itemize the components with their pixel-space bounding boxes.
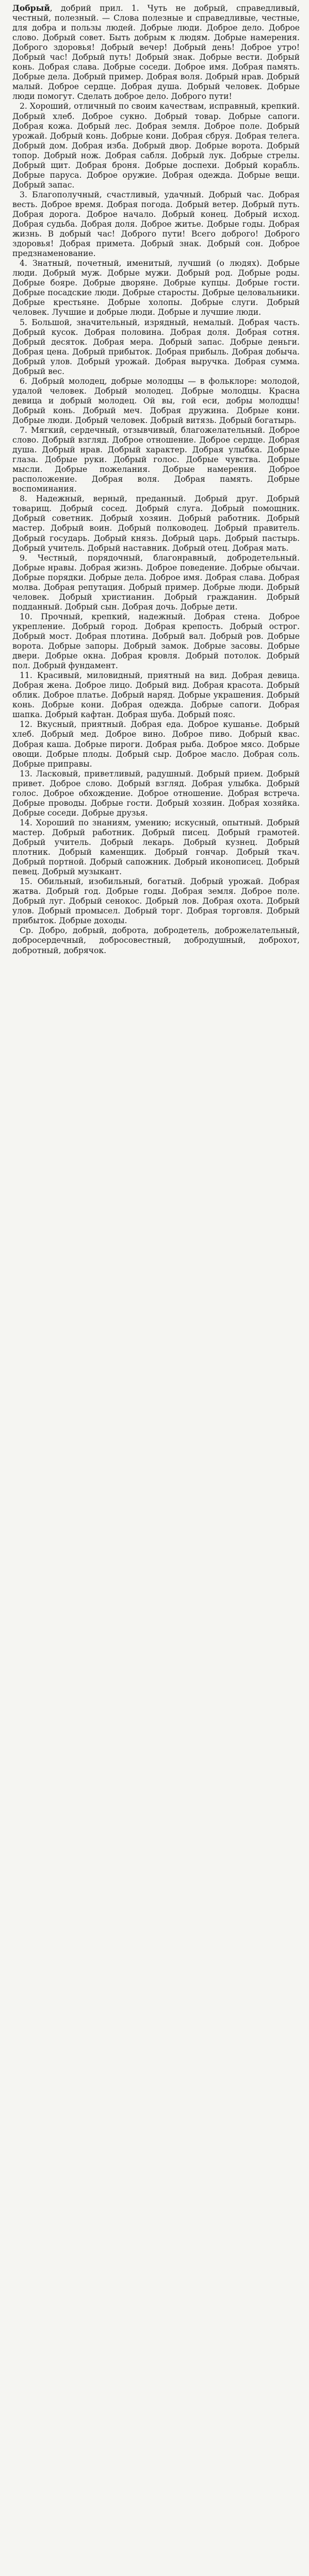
entry-paragraph-7: 7. Мягкий, сердечный, отзывчивый, благожелательный. Доброе слово. Добрый взгляд. Доброе отношение. Доброе сердце. Добрая душа. Добрый нрав. Добрый характер. Добрая улыбка. Добрые глаза. Добрые руки. Добрый голос. Добрые чувства. Добрые мысли. Добрые пожелания. Добрые намерения. Доброе расположение. Добрая воля. Добрая память. Добрые воспоминания. <box>12 426 300 494</box>
headword: Добрый <box>12 3 50 13</box>
entry-paragraph-15: 15. Обильный, изобильный, богатый. Добрый урожай. Добрая жатва. Добрый год. Добрые годы. Добрая земля. Доброе поле. Добрый луг. Добрый сенокос. Добрый лов. Добрая охота. Добрый улов. Добрый промысел. Добрый торг. Добрая торговля. Добрый прибыток. Добрые доходы. <box>12 877 300 926</box>
entry-paragraph-10: 10. Прочный, крепкий, надежный. Добрая стена. Доброе укрепление. Добрый город. Добрая крепость. Добрый острог. Добрый мост. Добрая плотина. Добрый вал. Добрый ров. Добрые ворота. Добрые запоры. Добрый замок. Добрые засовы. Добрые двери. Добрые окна. Добрая кровля. Добрый потолок. Добрый пол. Добрый фундамент. <box>12 612 300 671</box>
entry-paragraph-11: 11. Красивый, миловидный, приятный на вид. Добрая девица. Добрая жена. Доброе лицо. Добрый вид. Добрая красота. Добрый облик. Доброе платье. Добрый наряд. Добрые украшения. Добрый конь. Добрые кони. Добрая одежда. Добрые сапоги. Добрая шапка. Добрый кафтан. Добрая шуба. Добрый пояс. <box>12 671 300 720</box>
entry-paragraph-4: 4. Знатный, почетный, именитый, лучший (о людях). Добрые люди. Добрый муж. Добрые мужи. Добрый род. Добрые роды. Добрые бояре. Добрые дворяне. Добрые купцы. Добрые гости. Добрые посадские люди. Добрые старосты. Добрые целовальники. Добрые крестьяне. Добрые холопы. Добрые слуги. Добрый человек. Лучшие и добрые люди. Добрые и лучшие люди. <box>12 259 300 317</box>
entry-paragraph-1: Добрый, добрий прил. 1. Чуть не добрый, справедливый, честный, полезный. — Слова полезные и справедливые, честные, для добра и пользы людей. Добрые люди. Доброе дело. Доброе слово. Добрый совет. Быть добрым к людям. Добрые намерения. Доброго здоровья! Добрый вечер! Добрый день! Доброе утро! Добрый час! Добрый путь! Добрый знак. Добрые вести. Добрый конь. Добрая слава. Добрые соседи. Доброе имя. Добрая память. Добрые дела. Добрый пример. Добрая воля. Добрый нрав. Добрый малый. Доброе сердце. Добрая душа. Добрый человек. Добрые люди помогут. Сделать доброе дело. Доброго пути! <box>12 3 300 101</box>
entry-paragraph-9: 9. Честный, порядочный, благонравный, добродетельный. Добрые нравы. Добрая жизнь. Доброе поведение. Добрые обычаи. Добрые порядки. Добрые дела. Доброе имя. Добрая слава. Добрая молва. Добрая репутация. Добрый пример. Добрые люди. Добрый человек. Добрый христианин. Добрый гражданин. Добрый подданный. Добрый сын. Добрая дочь. Добрые дети. <box>12 553 300 612</box>
entry-paragraph-3: 3. Благополучный, счастливый, удачный. Добрый час. Добрая весть. Доброе время. Добрая погода. Добрый ветер. Добрый путь. Добрая дорога. Доброе начало. Добрый конец. Добрый исход. Добрая судьба. Добрая доля. Доброе житье. Добрые годы. Добрая жизнь. В добрый час! Доброго пути! Всего доброго! Доброго здоровья! Добрая примета. Добрый знак. Добрый сон. Доброе предзнаменование. <box>12 190 300 259</box>
entry-paragraph-13: 13. Ласковый, приветливый, радушный. Добрый прием. Добрый привет. Доброе слово. Добрый взгляд. Добрая улыбка. Добрый голос. Доброе обхождение. Доброе отношение. Добрая встреча. Добрые проводы. Добрые гости. Добрый хозяин. Добрая хозяйка. Добрые соседи. Добрые друзья. <box>12 769 300 818</box>
entry-paragraph-16: Ср. Добро, добрый, доброта, добродетель, доброжелательный, добросердечный, добросовестный, добродушный, доброхот, добротный, добрячок. <box>12 926 300 955</box>
entry-paragraph-5: 5. Большой, значительный, изрядный, немалый. Добрая часть. Добрый кусок. Добрая половина. Добрая доля. Добрая сотня. Добрый десяток. Добрая мера. Добрый запас. Добрые деньги. Добрая цена. Добрый прибыток. Добрая прибыль. Добрая добыча. Добрый улов. Добрый урожай. Добрая выручка. Добрая сумма. Добрый вес. <box>12 317 300 376</box>
entry-paragraph-12: 12. Вкусный, приятный. Добрая еда. Доброе кушанье. Добрый хлеб. Добрый мед. Доброе вино. Доброе пиво. Добрый квас. Добрая каша. Добрые пироги. Добрая рыба. Доброе мясо. Добрые овощи. Добрые плоды. Добрый сыр. Доброе масло. Добрая соль. Добрые приправы. <box>12 720 300 769</box>
entry-paragraph-8: 8. Надежный, верный, преданный. Добрый друг. Добрый товарищ. Добрый сосед. Добрый слуга. Добрый помощник. Добрый советник. Добрый хозяин. Добрый работник. Добрый мастер. Добрый воин. Добрый полководец. Добрый правитель. Добрый государь. Добрый князь. Добрый царь. Добрый пастырь. Добрый учитель. Добрый наставник. Добрый отец. Добрая мать. <box>12 494 300 553</box>
entry-paragraph-6: 6. Добрый молодец, добрые молодцы — в фольклоре: молодой, удалой человек. Добрый молодец. Добрые молодцы. Красна девица и добрый молодец. Ой вы, гой еси, добры молодцы! Добрый конь. Добрый меч. Добрая дружина. Добрые кони. Добрые люди. Добрый человек. Добрый витязь. Добрый богатырь. <box>12 376 300 425</box>
entry-paragraph-2: 2. Хороший, отличный по своим качествам, исправный, крепкий. Добрый хлеб. Доброе сукно. Добрый товар. Добрые сапоги. Добрая кожа. Добрый лес. Добрая земля. Доброе поле. Добрый урожай. Добрый конь. Добрые кони. Добрая сбруя. Добрая телега. Добрый дом. Добрая изба. Добрый двор. Добрые ворота. Добрый топор. Добрый нож. Добрая сабля. Добрый лук. Добрые стрелы. Добрый щит. Добрая броня. Добрые доспехи. Добрый корабль. Добрые паруса. Доброе оружие. Добрая одежда. Добрые вещи. Добрый запас. <box>12 101 300 190</box>
entry-paragraph-14: 14. Хороший по знаниям, умению; искусный, опытный. Добрый мастер. Добрый работник. Добрый писец. Добрый грамотей. Добрый учитель. Добрый лекарь. Добрый кузнец. Добрый плотник. Добрый каменщик. Добрый гончар. Добрый ткач. Добрый портной. Добрый сапожник. Добрый иконописец. Добрый певец. Добрый музыкант. <box>12 818 300 877</box>
dictionary-entry <box>12 3 300 956</box>
